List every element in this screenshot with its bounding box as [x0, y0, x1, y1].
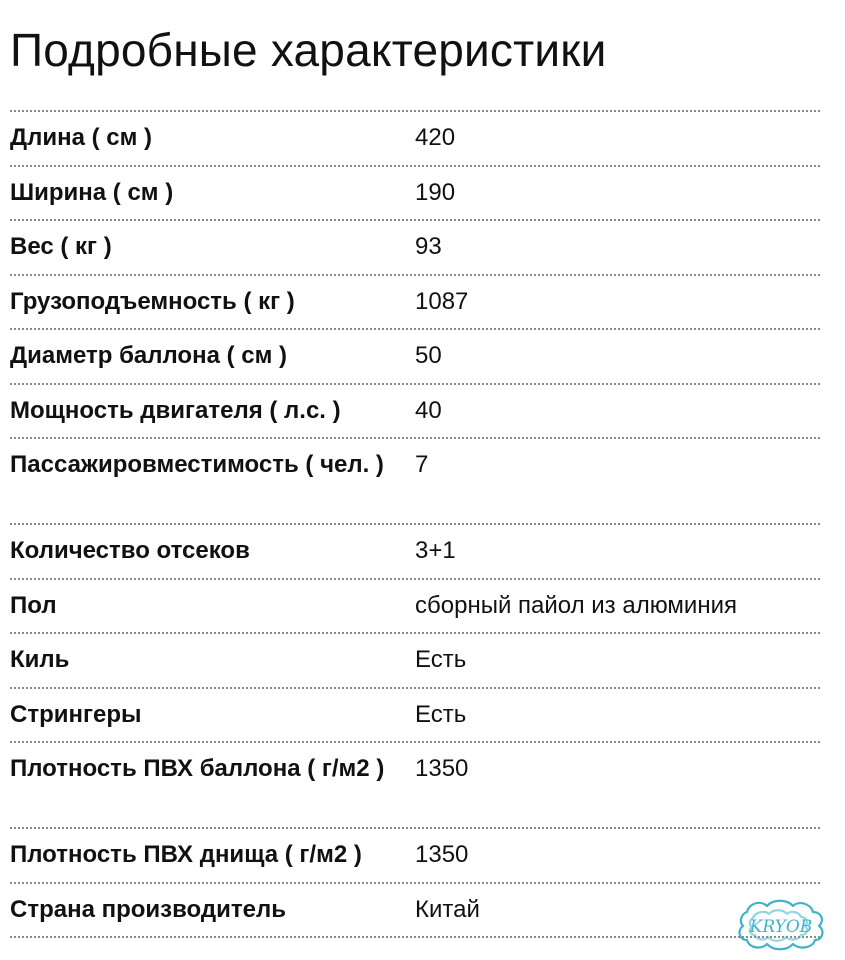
spec-value: 40	[415, 396, 442, 424]
spec-label: Киль	[10, 646, 70, 673]
spec-value: 420	[415, 124, 456, 151]
table-row	[10, 221, 820, 276]
table-row	[10, 580, 820, 635]
spec-value: Китай	[415, 895, 480, 923]
table-row	[10, 884, 820, 939]
spec-label: Плотность ПВХ днища ( г/м2 )	[10, 841, 362, 868]
spec-label: Грузоподъемность ( кг )	[10, 287, 295, 315]
table-row	[10, 276, 820, 331]
spec-value: Есть	[415, 700, 467, 728]
spec-value: 1350	[415, 755, 469, 782]
table-row	[10, 525, 820, 580]
spec-value: 1350	[415, 841, 469, 868]
table-row	[10, 634, 820, 689]
spec-label: Вес ( кг )	[10, 233, 112, 260]
table-row	[10, 112, 820, 167]
spec-value: 50	[415, 342, 442, 369]
spec-label: Плотность ПВХ баллона ( г/м2 )	[10, 755, 385, 782]
table-row	[10, 743, 820, 829]
spec-value: 1087	[415, 287, 469, 315]
spec-value: сборный пайол из алюминия	[415, 591, 737, 619]
spec-table	[10, 110, 820, 938]
page-title: Подробные характеристики	[10, 24, 607, 76]
spec-value: 3+1	[415, 537, 456, 564]
watermark-logo	[733, 894, 829, 954]
spec-label: Мощность двигателя ( л.с. )	[10, 396, 341, 424]
table-row	[10, 829, 820, 884]
spec-label: Пассажировместимость ( чел. )	[10, 451, 384, 478]
spec-label: Длина ( см )	[10, 124, 153, 151]
spec-label: Количество отсеков	[10, 537, 250, 564]
spec-value: Есть	[415, 646, 467, 673]
spec-page	[10, 0, 820, 938]
spec-label: Страна производитель	[10, 895, 286, 923]
spec-label: Стрингеры	[10, 700, 142, 728]
spec-value: 7	[415, 451, 429, 478]
spec-value: 190	[415, 178, 456, 206]
table-row	[10, 385, 820, 440]
spec-label: Ширина ( см )	[10, 178, 174, 206]
spec-label: Пол	[10, 591, 57, 619]
spec-label: Диаметр баллона ( см )	[10, 342, 288, 369]
table-row	[10, 439, 820, 525]
watermark-text: KRYOB	[749, 917, 813, 937]
table-row	[10, 330, 820, 385]
table-row	[10, 689, 820, 744]
spec-value: 93	[415, 233, 442, 260]
table-row	[10, 167, 820, 222]
